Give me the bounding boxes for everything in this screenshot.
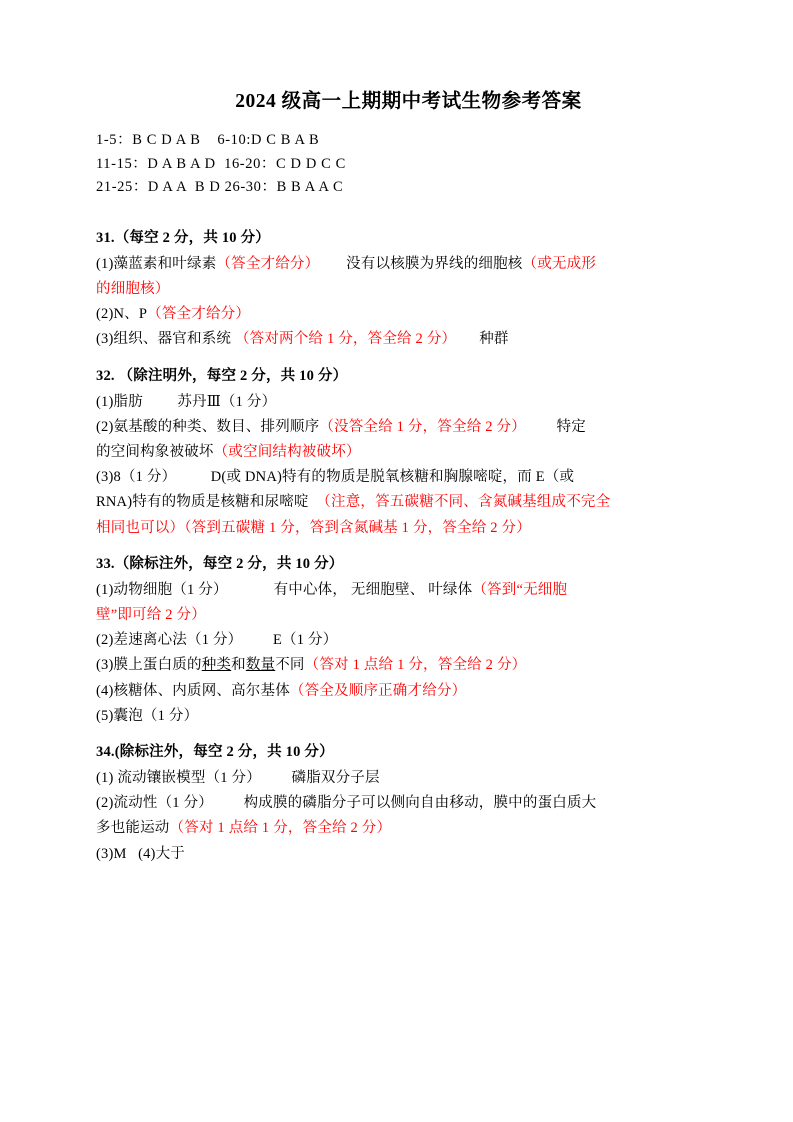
annotation-text: （答全才给分） xyxy=(216,255,320,272)
answer-text: (1)动物细胞（1 分） 有中心体， 无细胞壁、 叶绿体 xyxy=(96,581,473,598)
answer-line xyxy=(96,704,721,729)
answer-text: (2)流动性（1 分） 构成膜的磷脂分子可以侧向自由移动，膜中的蛋白质大 xyxy=(96,795,597,812)
question-block xyxy=(96,226,721,353)
mcq-line: 21-25：D A A B D 26-30：B B A A C xyxy=(96,179,344,196)
answer-text: 的空间构象被破坏 xyxy=(96,443,214,460)
answer-line xyxy=(96,252,721,277)
question-heading: 31.（每空 2 分，共 10 分） xyxy=(96,229,270,246)
answer-text: 不同 xyxy=(275,657,305,674)
answer-text: (1)脂肪 苏丹Ⅲ（1 分） xyxy=(96,393,277,410)
answer-text: 和 xyxy=(231,657,246,674)
answer-line xyxy=(96,465,721,490)
answer-text: (5)囊泡（1 分） xyxy=(96,707,199,724)
question-heading: 32. （除注明外，每空 2 分，共 10 分） xyxy=(96,367,348,384)
answer-text: RNA)特有的物质是核糖和尿嘧啶 xyxy=(96,494,317,511)
answer-text: (3)组织、器官和系统 xyxy=(96,331,235,348)
answer-line xyxy=(96,791,721,816)
mcq-line: 1-5：B C D A B 6-10:D C B A B xyxy=(96,132,320,149)
answer-text: 种类 xyxy=(201,657,232,674)
annotation-text: （答对 1 点给 1 分，答全给 2 分） xyxy=(304,657,527,674)
answer-line xyxy=(96,842,721,867)
mcq-line: 11-15：D A B A D 16-20：C D D C C xyxy=(96,155,346,172)
answer-line xyxy=(96,603,721,628)
answer-text: 数量 xyxy=(245,657,276,674)
answer-line xyxy=(96,490,721,515)
annotation-text: 壁”即可给 2 分） xyxy=(96,606,206,623)
answer-line xyxy=(96,516,721,541)
answer-text: (3)M (4)大于 xyxy=(96,845,185,862)
answer-line xyxy=(96,816,721,841)
answer-text: (2)N、P xyxy=(96,306,148,323)
annotation-text: 的细胞核） xyxy=(96,280,170,297)
answer-text: 种群 xyxy=(456,331,509,348)
answer-text: (1)藻蓝素和叶绿素 xyxy=(96,255,217,272)
answer-text: 特定 xyxy=(525,418,586,435)
question-answers-list xyxy=(96,226,721,867)
answer-line xyxy=(96,415,721,440)
question-block xyxy=(96,552,721,729)
answer-line xyxy=(96,277,721,302)
annotation-text: （答对 1 点给 1 分，答全给 2 分） xyxy=(169,820,392,837)
annotation-text: （答到“无细胞 xyxy=(472,581,568,598)
answer-line xyxy=(96,628,721,653)
answer-line xyxy=(96,302,721,327)
question-heading: 34.(除标注外，每空 2 分，共 10 分） xyxy=(96,744,334,761)
answer-text: 没有以核膜为界线的细胞核 xyxy=(319,255,523,272)
annotation-text: （没答全给 1 分，答全给 2 分） xyxy=(319,418,526,435)
answer-line xyxy=(96,578,721,603)
answer-line xyxy=(96,766,721,791)
answer-text: 多也能运动 xyxy=(96,820,170,837)
annotation-text: （或无成形 xyxy=(522,255,597,272)
annotation-text: （注意，答五碳糖不同、含氮碱基组成不完全 xyxy=(316,494,611,511)
annotation-text: （或空间结构被破坏） xyxy=(213,443,361,460)
answer-text: (1) 流动镶嵌模型（1 分） 磷脂双分子层 xyxy=(96,770,380,786)
page-title: 2024 级高一上期期中考试生物参考答案 xyxy=(235,91,582,112)
answer-line xyxy=(96,440,721,465)
multiple-choice-answers xyxy=(96,129,721,199)
question-block xyxy=(96,364,721,541)
answer-text: (4)核糖体、内质网、高尔基体 xyxy=(96,682,290,699)
question-heading: 33.（除标注外，每空 2 分，共 10 分） xyxy=(96,555,344,572)
answer-text: (3)膜上蛋白质的 xyxy=(96,657,202,674)
answer-line xyxy=(96,327,721,352)
annotation-text: （答全及顺序正确才给分） xyxy=(289,682,467,699)
answer-text: (2)差速离心法（1 分） E（1 分） xyxy=(96,632,338,649)
answer-text: (3)8（1 分） D(或 DNA)特有的物质是脱氧核糖和胸腺嘧啶，而 E（或 xyxy=(96,469,575,486)
answer-text: (2)氨基酸的种类、数目、排列顺序 xyxy=(96,418,320,435)
annotation-text: 相同也可以）（答到五碳糖 1 分，答到含氮碱基 1 分，答全给 2 分） xyxy=(96,519,531,536)
question-block xyxy=(96,740,721,867)
annotation-text: （答全才给分） xyxy=(147,306,251,323)
answer-line xyxy=(96,390,721,415)
annotation-text: （答对两个给 1 分，答全给 2 分） xyxy=(234,331,457,348)
answer-line xyxy=(96,679,721,704)
answer-line xyxy=(96,653,721,678)
